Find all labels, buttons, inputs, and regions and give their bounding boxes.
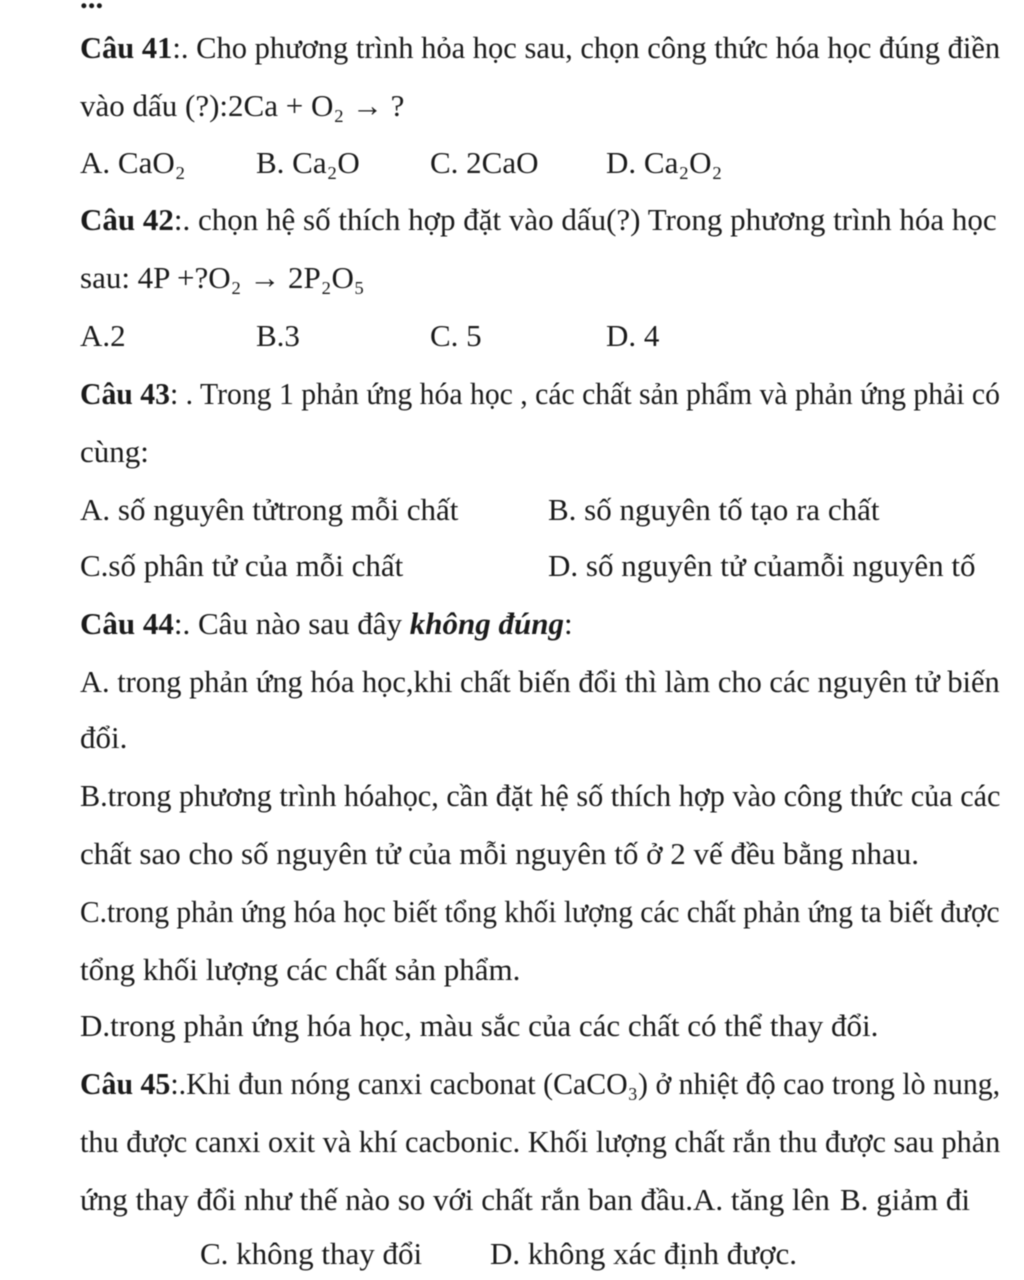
q41-option-a: A. CaO₂ — [80, 145, 186, 180]
q42-option-c: C. 5 — [430, 318, 482, 353]
q42-line-1 — [80, 200, 997, 240]
q45-option-c: C. không thay đổi — [200, 1236, 423, 1271]
q42-label: Câu 42 — [80, 202, 174, 237]
q45-option-d: D. không xác định được. — [490, 1236, 797, 1271]
q44-text: :. Câu nào sau đây — [173, 606, 410, 641]
q44-option-b-line-1: B.trong phương trình hóahọc, cần đặt hệ số thích hợp vào công thức của các — [80, 778, 1001, 813]
q41-option-c: C. 2CaO — [430, 145, 539, 180]
q44-option-d: D.trong phản ứng hóa học, màu sắc của các chất có thể thay đổi. — [80, 1008, 879, 1043]
q41-option-d: D. Ca₂O₂ — [606, 145, 723, 180]
q43-line-2: cùng: — [80, 434, 149, 469]
q43-text: : . Trong 1 phản ứng hóa học , các chất sản phẩm và phản ứng phải có — [169, 376, 1000, 411]
q43-option-d: D. số nguyên tử củamỗi nguyên tố — [548, 548, 976, 583]
q45-text: :.Khi đun nóng canxi cacbonat (CaCO₃) ở nhiệt độ cao trong lò nung, — [170, 1066, 1001, 1101]
q41-text: :. Cho phương trình hỏa học sau, chọn công thức hóa học đúng điền — [172, 30, 1001, 65]
q44-label: Câu 44 — [80, 606, 174, 641]
q45-option-b: B. giảm đi — [840, 1182, 971, 1217]
q43-option-a: A. số nguyên tửtrong mỗi chất — [80, 492, 459, 527]
q44-option-c-line-2: tổng khối lượng các chất sản phẩm. — [80, 952, 521, 987]
q45-line-1 — [80, 1064, 1000, 1104]
q41-line-1 — [80, 28, 1000, 68]
cropped-top-text — [80, 0, 103, 18]
q43-option-c: C.số phân tử của mỗi chất — [80, 548, 404, 583]
q45-label: Câu 45 — [80, 1066, 171, 1101]
q44-emphasis: không đúng — [409, 606, 564, 641]
q44-option-c-line-1: C.trong phản ứng hóa học biết tổng khối lượng các chất phản ứng ta biết được — [80, 894, 1000, 929]
q42-option-a: A.2 — [80, 318, 126, 353]
q43-option-b: B. số nguyên tố tạo ra chất — [548, 492, 880, 527]
q42-text: :. chọn hệ số thích hợp đặt vào dấu(?) Trong phương trình hóa học — [173, 202, 997, 237]
q42-line-2: sau: 4P +?O₂ → 2P₂O₅ — [80, 260, 365, 295]
q45-line-3: ứng thay đổi như thế nào so với chất rắn ban đầu.A. tăng lên — [80, 1182, 830, 1217]
q44-option-a-line-1: A. trong phản ứng hóa học,khi chất biến đổi thì làm cho các nguyên tử biến — [80, 664, 1000, 699]
q45-line-2: thu được canxi oxit và khí cacbonic. Khối lượng chất rắn thu được sau phản — [80, 1124, 1001, 1159]
q44-option-b-line-2: chất sao cho số nguyên tử của mỗi nguyên tố ở 2 vế đều bằng nhau. — [80, 836, 919, 871]
q41-option-b: B. Ca₂O — [256, 145, 360, 180]
q44-colon: : — [564, 606, 573, 641]
q44-option-a-line-2: đổi. — [80, 720, 128, 755]
q43-label: Câu 43 — [80, 376, 170, 411]
q41-label: Câu 41 — [80, 30, 173, 65]
q41-line-2: vào dấu (?):2Ca + O₂ → ? — [80, 88, 405, 123]
q42-option-d: D. 4 — [606, 318, 660, 353]
q43-line-1 — [80, 374, 1000, 414]
q44-line-1 — [80, 604, 573, 644]
q42-option-b: B.3 — [256, 318, 300, 353]
